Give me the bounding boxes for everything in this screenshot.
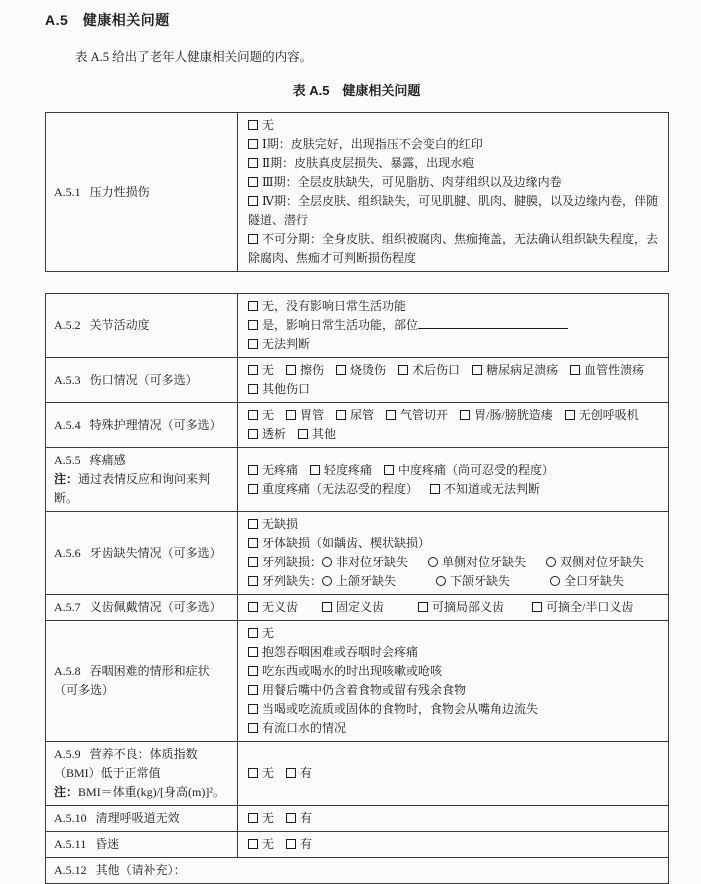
option-label: 无 <box>262 811 275 825</box>
checkbox-option[interactable] <box>248 363 274 377</box>
option-label: 牙体缺损（如龋齿、楔状缺损） <box>262 536 431 550</box>
checkbox-option[interactable] <box>322 600 384 614</box>
radio-option[interactable] <box>546 555 644 569</box>
checkbox-icon[interactable] <box>248 666 258 676</box>
checkbox-option[interactable] <box>248 299 406 313</box>
checkbox-option[interactable] <box>248 626 274 640</box>
option-line <box>248 598 660 617</box>
option-label: 有 <box>300 837 313 851</box>
checkbox-option[interactable] <box>286 408 324 422</box>
checkbox-icon[interactable] <box>248 628 258 638</box>
checkbox-option[interactable] <box>248 811 274 825</box>
checkbox-icon[interactable] <box>248 484 258 494</box>
checkbox-icon[interactable] <box>248 339 258 349</box>
option-label: 不可分期：全身皮肤、组织被腐肉、焦痂掩盖，无法确认组织缺失程度，去除腐肉、焦痂才可判断损伤程度 <box>248 232 659 265</box>
table-row <box>46 448 669 512</box>
checkbox-icon[interactable] <box>248 723 258 733</box>
option-label: Ⅲ期：全层皮肤缺失，可见脂肪、肉芽组织以及边缘内卷 <box>262 175 562 189</box>
option-line <box>248 461 660 480</box>
option-label: 轻度疼痛 <box>324 462 373 477</box>
checkbox-option[interactable] <box>248 721 346 735</box>
row-options-cell <box>238 294 669 358</box>
row-id: A.5.9 <box>54 747 81 761</box>
checkbox-icon[interactable] <box>286 410 296 420</box>
row-label-cell <box>46 742 238 806</box>
checkbox-option[interactable] <box>286 811 312 825</box>
radio-option[interactable] <box>550 574 624 588</box>
note-prefix: 注： <box>54 472 79 486</box>
checkbox-option[interactable] <box>460 408 553 422</box>
checkbox-option[interactable] <box>248 702 538 716</box>
checkbox-icon[interactable] <box>322 602 332 612</box>
row-label: 其他（请补充）： <box>95 863 186 877</box>
row-id: A.5.8 <box>54 664 81 678</box>
option-label: 其他伤口 <box>262 382 311 396</box>
option-label: 无法判断 <box>262 337 311 351</box>
section-heading: A.5 健康相关问题 <box>45 12 170 28</box>
checkbox-icon[interactable] <box>248 602 258 612</box>
checkbox-option[interactable] <box>248 408 274 422</box>
row-id: A.5.3 <box>54 372 81 387</box>
checkbox-option[interactable] <box>248 156 474 170</box>
option-label: 重度疼痛（无法忍受的程度） <box>262 481 419 496</box>
radio-icon[interactable] <box>428 557 438 567</box>
checkbox-icon[interactable] <box>248 410 258 420</box>
checkbox-icon[interactable] <box>472 365 482 375</box>
checkbox-option[interactable] <box>430 482 540 496</box>
option-label: 无 <box>262 626 275 640</box>
checkbox-option[interactable] <box>248 645 418 659</box>
checkbox-option[interactable] <box>310 463 372 477</box>
option-line <box>248 553 660 572</box>
option-label: 非对位牙缺失 <box>336 555 409 569</box>
row-label-cell <box>46 113 238 272</box>
checkbox-icon[interactable] <box>336 365 346 375</box>
option-line <box>248 116 660 135</box>
table-caption: 表 A.5 健康相关问题 <box>292 83 421 98</box>
radio-icon[interactable] <box>322 557 332 567</box>
radio-option[interactable] <box>322 574 396 588</box>
option-line <box>248 764 660 783</box>
checkbox-option[interactable] <box>286 837 312 851</box>
option-label: Ⅱ期：皮肤真皮层损失、暴露，出现水疱 <box>262 156 475 170</box>
row-id: A.5.2 <box>54 318 81 332</box>
checkbox-icon[interactable] <box>248 647 258 657</box>
checkbox-option[interactable] <box>565 408 639 422</box>
option-label: 有 <box>300 766 313 780</box>
checkbox-icon[interactable] <box>570 365 580 375</box>
option-label: 中度疼痛（尚可忍受的程度） <box>398 462 555 477</box>
option-line <box>248 406 660 425</box>
checkbox-option[interactable] <box>418 600 504 614</box>
row-id: A.5.4 <box>54 417 81 432</box>
row-label: 义齿佩戴情况（可多选） <box>89 600 222 614</box>
option-label: 双侧对位牙缺失 <box>560 555 645 569</box>
option-label: 可摘局部义齿 <box>432 600 505 614</box>
checkbox-icon[interactable] <box>248 177 258 187</box>
checkbox-option[interactable] <box>248 482 418 496</box>
row-id: A.5.6 <box>54 545 81 560</box>
table-row <box>46 621 669 742</box>
radio-option[interactable] <box>436 574 510 588</box>
note-prefix: 注： <box>54 785 79 799</box>
option-label: 上颌牙缺失 <box>336 574 397 588</box>
option-label: 无疼痛 <box>262 462 299 477</box>
option-label: 胃管 <box>300 408 325 422</box>
checkbox-icon[interactable] <box>248 813 258 823</box>
row-id: A.5.7 <box>54 600 81 614</box>
option-line <box>248 230 660 268</box>
row-options-cell <box>238 113 669 272</box>
checkbox-option[interactable] <box>248 574 322 588</box>
radio-icon[interactable] <box>322 576 332 586</box>
option-line <box>248 480 660 499</box>
checkbox-option[interactable] <box>248 517 298 531</box>
option-label: 胃/肠/膀胱造瘘 <box>474 408 553 422</box>
radio-option[interactable] <box>322 555 408 569</box>
checkbox-icon[interactable] <box>248 465 258 475</box>
radio-option[interactable] <box>428 555 526 569</box>
health-items-table <box>45 293 669 884</box>
checkbox-option[interactable] <box>532 600 633 614</box>
option-label: 无 <box>262 766 275 780</box>
row-label: 关节活动度 <box>89 318 150 332</box>
row-label-cell <box>46 358 238 403</box>
checkbox-icon[interactable] <box>532 602 542 612</box>
option-label: 其他 <box>312 427 337 441</box>
option-label: 吃东西或喝水的时出现咳嗽或呛咳 <box>262 664 443 678</box>
checkbox-icon[interactable] <box>248 320 258 330</box>
checkbox-option[interactable] <box>248 837 274 851</box>
checkbox-icon[interactable] <box>430 484 440 494</box>
checkbox-icon[interactable] <box>248 365 258 375</box>
pressure-injury-table <box>45 112 669 272</box>
table-row <box>46 742 669 806</box>
option-line <box>248 135 660 154</box>
table-row <box>46 832 669 858</box>
option-line <box>248 316 660 335</box>
option-line <box>248 380 660 399</box>
checkbox-icon[interactable] <box>248 685 258 695</box>
option-label: 术后伤口 <box>412 363 461 377</box>
checkbox-icon[interactable] <box>248 557 258 567</box>
option-line <box>248 515 660 534</box>
option-line <box>248 173 660 192</box>
row-label-cell <box>46 621 238 742</box>
checkbox-icon[interactable] <box>298 429 308 439</box>
option-label: Ⅳ期：全层皮肤、组织缺失，可见肌腱、肌肉、腱膜，以及边缘内卷，伴随隧道、潜行 <box>248 194 658 227</box>
checkbox-icon[interactable] <box>384 465 394 475</box>
option-label: 有 <box>300 811 313 825</box>
row-options-cell <box>238 832 669 858</box>
row-label-cell <box>46 512 238 595</box>
row-label: 疼痛感 <box>89 453 126 467</box>
checkbox-option[interactable] <box>248 555 322 569</box>
radio-icon[interactable] <box>546 557 556 567</box>
checkbox-icon[interactable] <box>248 704 258 714</box>
row-options-cell <box>238 806 669 832</box>
option-line <box>248 835 660 854</box>
option-label: 牙列缺损： <box>262 555 323 569</box>
checkbox-icon[interactable] <box>248 234 258 244</box>
option-label: 糖尿病足溃疡 <box>486 363 559 377</box>
option-label: Ⅰ期：皮肤完好，出现指压不会变白的红印 <box>262 137 483 151</box>
checkbox-option[interactable] <box>336 363 386 377</box>
radio-icon[interactable] <box>436 576 446 586</box>
option-label: 无 <box>262 118 275 132</box>
checkbox-option[interactable] <box>248 664 442 678</box>
option-line <box>248 361 660 380</box>
row-id: A.5.12 <box>54 863 87 877</box>
row-label: 牙齿缺失情况（可多选） <box>89 545 222 560</box>
option-line <box>248 154 660 173</box>
checkbox-option[interactable] <box>336 408 374 422</box>
checkbox-option[interactable] <box>248 427 286 441</box>
option-line <box>248 700 660 719</box>
table-row <box>46 113 669 272</box>
checkbox-icon[interactable] <box>286 813 296 823</box>
row-label: 伤口情况（可多选） <box>89 372 198 387</box>
table-row <box>46 595 669 621</box>
checkbox-icon[interactable] <box>248 576 258 586</box>
row-options-cell <box>238 742 669 806</box>
option-label: 单侧对位牙缺失 <box>442 555 527 569</box>
option-label: 有流口水的情况 <box>262 721 347 735</box>
option-label: 血管性溃疡 <box>584 363 645 377</box>
table-row <box>46 806 669 832</box>
row-id: A.5.5 <box>54 453 81 467</box>
option-label: 无 <box>262 837 275 851</box>
row-label: 昏迷 <box>95 837 120 851</box>
row-label-cell <box>46 448 238 512</box>
option-label: 是，影响日常生活功能，部位 <box>262 318 419 332</box>
row-label-cell <box>46 294 238 358</box>
table-row <box>46 512 669 595</box>
option-line <box>248 624 660 643</box>
checkbox-option[interactable] <box>248 683 466 697</box>
checkbox-icon[interactable] <box>248 139 258 149</box>
checkbox-option[interactable] <box>248 337 310 351</box>
row-id: A.5.11 <box>54 837 87 851</box>
option-label: 用餐后嘴中仍含着食物或留有残余食物 <box>262 683 467 697</box>
option-line <box>248 719 660 738</box>
option-line <box>248 335 660 354</box>
option-label: 不知道或无法判断 <box>444 481 541 496</box>
row-options-cell <box>238 403 669 448</box>
checkbox-option[interactable] <box>248 766 274 780</box>
checkbox-option[interactable] <box>248 318 418 332</box>
option-label: 无缺损 <box>262 517 299 531</box>
row-options-cell <box>238 512 669 595</box>
checkbox-option[interactable] <box>248 194 658 227</box>
option-line <box>248 534 660 553</box>
option-label: 牙列缺失： <box>262 574 323 588</box>
table-row <box>46 403 669 448</box>
checkbox-option[interactable] <box>570 363 644 377</box>
checkbox-option[interactable] <box>248 382 310 396</box>
row-options-cell <box>238 358 669 403</box>
checkbox-option[interactable] <box>286 766 312 780</box>
option-label: 无义齿 <box>262 600 299 614</box>
checkbox-icon[interactable] <box>248 839 258 849</box>
checkbox-option[interactable] <box>248 232 658 265</box>
option-line <box>248 643 660 662</box>
checkbox-icon[interactable] <box>398 365 408 375</box>
checkbox-option[interactable] <box>248 600 298 614</box>
row-options-cell <box>238 448 669 512</box>
checkbox-icon[interactable] <box>418 602 428 612</box>
option-label: 可摘全/半口义齿 <box>546 600 634 614</box>
checkbox-icon[interactable] <box>248 429 258 439</box>
option-line <box>248 809 660 828</box>
checkbox-option[interactable] <box>386 408 448 422</box>
fill-in-blank[interactable] <box>418 318 568 329</box>
option-line <box>248 681 660 700</box>
option-label: 气管切开 <box>400 408 449 422</box>
option-label: 固定义齿 <box>336 600 385 614</box>
checkbox-icon[interactable] <box>248 196 258 206</box>
row-id: A.5.10 <box>54 811 87 825</box>
table-row <box>46 858 669 884</box>
checkbox-icon[interactable] <box>248 538 258 548</box>
checkbox-option[interactable] <box>298 427 336 441</box>
row-note: 注：通过表情反应和询问来判断。 <box>54 472 211 505</box>
row-label-cell <box>46 858 669 884</box>
radio-icon[interactable] <box>550 576 560 586</box>
option-label: 全口牙缺失 <box>564 574 625 588</box>
checkbox-option[interactable] <box>248 118 274 132</box>
checkbox-icon[interactable] <box>286 839 296 849</box>
row-note: 注：BMI＝体重(kg)/[身高(m)]²。 <box>54 785 225 799</box>
option-line <box>248 572 660 591</box>
row-label: 营养不良：体质指数（BMI）低于正常值 <box>54 747 198 780</box>
checkbox-option[interactable] <box>248 175 562 189</box>
checkbox-icon[interactable] <box>460 410 470 420</box>
option-label: 无创呼吸机 <box>578 408 639 422</box>
checkbox-option[interactable] <box>248 536 430 550</box>
option-line <box>248 192 660 230</box>
checkbox-icon[interactable] <box>248 519 258 529</box>
row-label: 清理呼吸道无效 <box>95 811 180 825</box>
option-label: 烧烫伤 <box>350 363 387 377</box>
checkbox-icon[interactable] <box>248 384 258 394</box>
checkbox-icon[interactable] <box>286 768 296 778</box>
row-label-cell <box>46 832 238 858</box>
option-label: 尿管 <box>350 408 375 422</box>
checkbox-icon[interactable] <box>386 410 396 420</box>
row-label: 吞咽困难的情形和症状（可多选） <box>54 664 210 697</box>
option-label: 当喝或吃流质或固体的食物时，食物会从嘴角边流失 <box>262 702 539 716</box>
checkbox-option[interactable] <box>248 463 298 477</box>
row-label-cell <box>46 806 238 832</box>
option-label: 无 <box>262 408 275 422</box>
checkbox-option[interactable] <box>398 363 460 377</box>
row-label: 压力性损伤 <box>89 184 150 199</box>
checkbox-option[interactable] <box>472 363 558 377</box>
option-label: 擦伤 <box>300 363 325 377</box>
checkbox-icon[interactable] <box>336 410 346 420</box>
option-label: 透析 <box>262 427 287 441</box>
checkbox-icon[interactable] <box>310 465 320 475</box>
intro-paragraph: 表 A.5 给出了老年人健康相关问题的内容。 <box>75 50 313 64</box>
checkbox-icon[interactable] <box>248 301 258 311</box>
row-label: 特殊护理情况（可多选） <box>89 417 222 432</box>
option-label: 抱怨吞咽困难或吞咽时会疼痛 <box>262 645 419 659</box>
checkbox-icon[interactable] <box>248 768 258 778</box>
checkbox-option[interactable] <box>248 137 483 151</box>
checkbox-option[interactable] <box>384 463 554 477</box>
option-line <box>248 662 660 681</box>
table-row <box>46 358 669 403</box>
checkbox-icon[interactable] <box>248 158 258 168</box>
row-options-cell <box>238 595 669 621</box>
option-label: 无 <box>262 363 275 377</box>
row-label-cell <box>46 403 238 448</box>
checkbox-icon[interactable] <box>248 120 258 130</box>
option-line <box>248 425 660 444</box>
row-label-cell <box>46 595 238 621</box>
row-id: A.5.1 <box>54 184 81 199</box>
checkbox-icon[interactable] <box>286 365 296 375</box>
option-label: 无，没有影响日常生活功能 <box>262 299 407 313</box>
row-options-cell <box>238 621 669 742</box>
table-row <box>46 294 669 358</box>
option-label: 下颌牙缺失 <box>450 574 511 588</box>
checkbox-option[interactable] <box>286 363 324 377</box>
option-line <box>248 297 660 316</box>
checkbox-icon[interactable] <box>565 410 575 420</box>
